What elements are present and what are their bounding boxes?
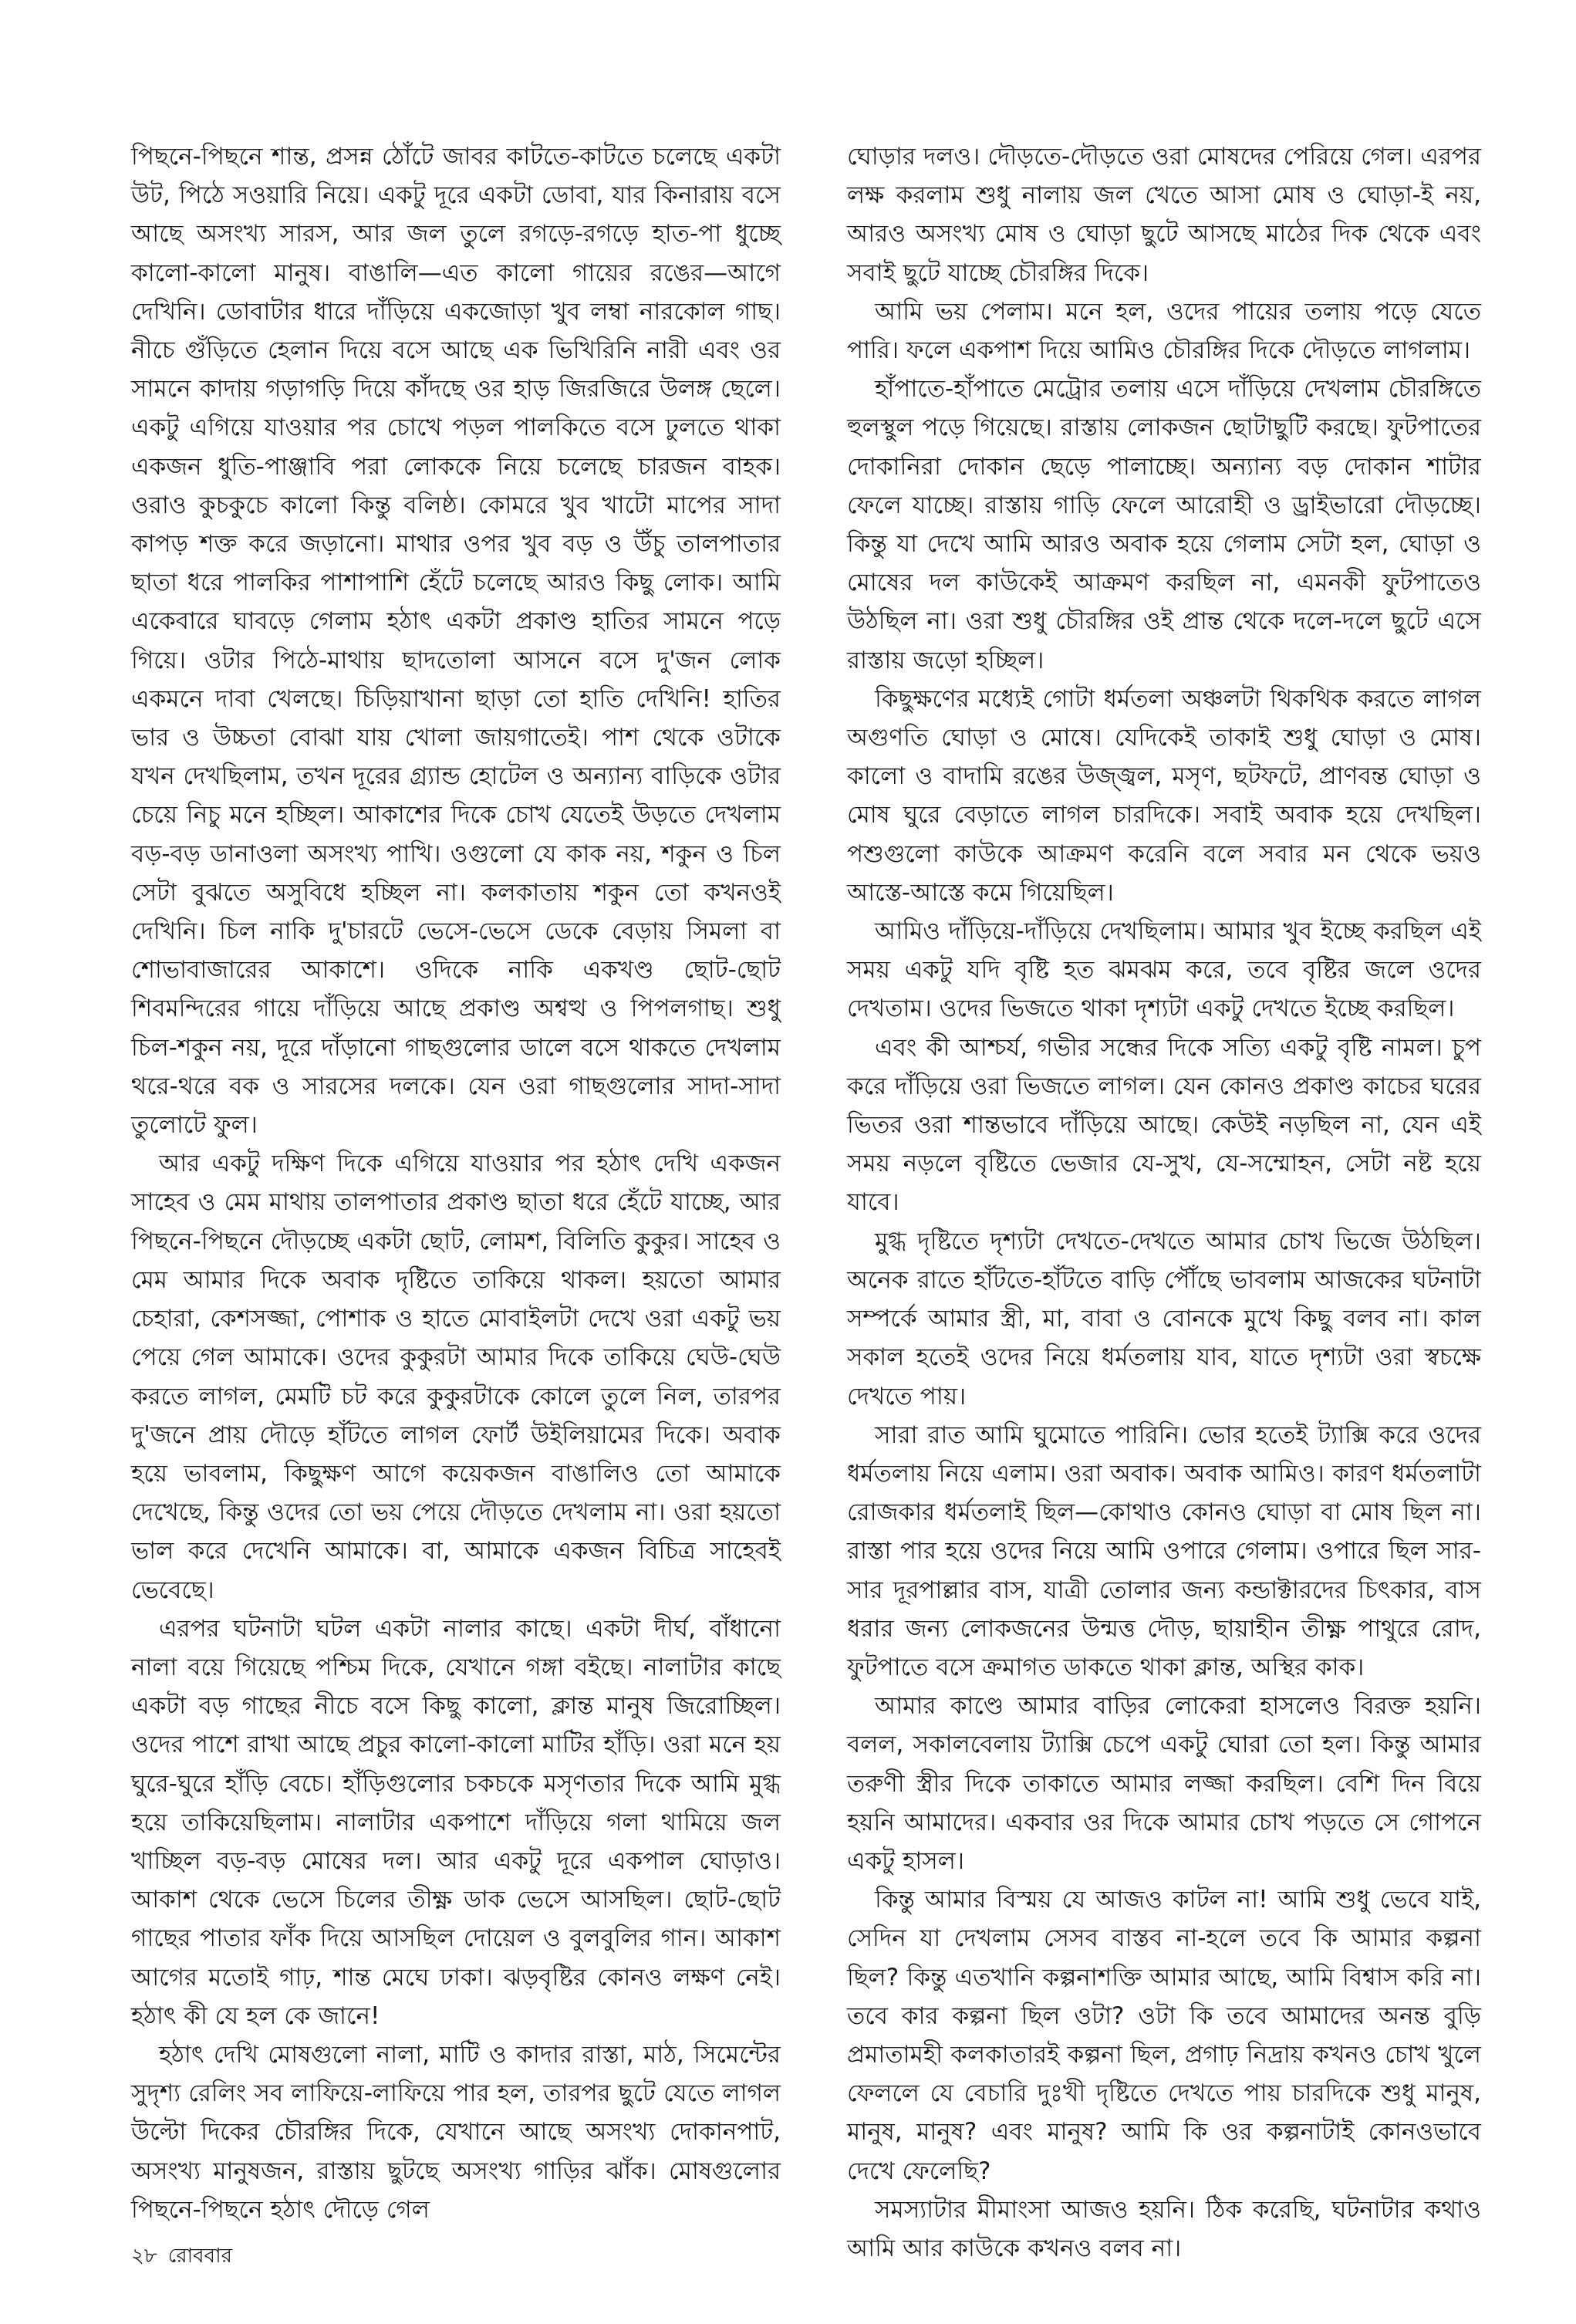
paragraph: মুগ্ধ দৃষ্টিতে দৃশ্যটা দেখতে-দেখতে আমার চোখ ভিজে উঠছিল। অনেক রাতে হাঁটতে-হাঁটতে বাড়ি পৌঁছে ভাবলাম আজকের ঘটনাটা সম্পর্কে আমার স্ত্রী, মা, বাবা ও বোনকে মুখে কিছু বলব না। কাল সকাল হতেই ওদের নিয়ে ধর্মতলায় যাব, যাতে দৃশ্যটা ওরা স্বচক্ষে দেখতে পায়।	[847, 1227, 1481, 1410]
paragraph: ঘোড়ার দলও। দৌড়তে-দৌড়তে ওরা মোষদের পেরিয়ে গেল। এরপর লক্ষ করলাম শুধু নালায় জল খেতে আসা মোষ ও ঘোড়া-ই নয়, আরও অসংখ্য মোষ ও ঘোড়া ছুটে আসছে মাঠের দিক থেকে এবং সবাই ছুটে যাচ্ছে চৌরঙ্গির দিকে।	[847, 143, 1481, 287]
paragraph: সমস্যাটার মীমাংসা আজও হয়নি। ঠিক করেছি, ঘটনাটার কথাও আমি আর কাউকে কখনও বলব না।	[847, 2195, 1481, 2262]
paragraph: আর একটু দক্ষিণ দিকে এগিয়ে যাওয়ার পর হঠাৎ দেখি একজন সাহেব ও মেম মাথায় তালপাতার প্রকাণ্ড ছাতা ধরে হেঁটে যাচ্ছে, আর পিছনে-পিছনে দৌড়চ্ছে একটা ছোট, লোমশ, বিলিতি কুকুর। সাহেব ও মেম আমার দিকে অবাক দৃষ্টিতে তাকিয়ে থাকল। হয়তো আমার চেহারা, কেশসজ্জা, পোশাক ও হাতে মোবাইলটা দেখে ওরা একটু ভয় পেয়ে গেল আমাকে। ওদের কুকুরটা আমার দিকে তাকিয়ে ঘেউ-ঘেউ করতে লাগল, মেমটি চট করে কুকুরটাকে কোলে তুলে নিল, তারপর দু'জনে প্রায় দৌড়ে হাঁটতে লাগল ফোর্ট উইলিয়ামের দিকে। অবাক হয়ে ভাবলাম, কিছুক্ষণ আগে কয়েকজন বাঙালিও তো আমাকে দেখেছে, কিন্তু ওদের তো ভয় পেয়ে দৌড়তে দেখলাম না। ওরা হয়তো ভাল করে দেখেনি আমাকে। বা, আমাকে একজন বিচিত্র সাহেবই ভেবেছে।	[131, 1150, 781, 1604]
paragraph: হঠাৎ দেখি মোষগুলো নালা, মাটি ও কাদার রাস্তা, মাঠ, সিমেন্টের সুদৃশ্য রেলিং সব লাফিয়ে-লাফিয়ে পার হল, তারপর ছুটে যেতে লাগল উল্টো দিকের চৌরঙ্গির দিকে, যেখানে আছে অসংখ্য দোকানপাট, অসংখ্য মানুষজন, রাস্তায় ছুটছে অসংখ্য গাড়ির ঝাঁক। মোষগুলোর পিছনে-পিছনে হঠাৎ দৌড়ে গেল	[131, 2040, 781, 2224]
paragraph: এবং কী আশ্চর্য, গভীর সন্ধের দিকে সত্যি একটু বৃষ্টি নামল। চুপ করে দাঁড়িয়ে ওরা ভিজতে লাগল। যেন কোনও প্রকাণ্ড কাচের ঘরের ভিতর ওরা শান্তভাবে দাঁড়িয়ে আছে। কেউই নড়ছিল না, যেন এই সময় নড়লে বৃষ্টিতে ভেজার যে-সুখ, যে-সম্মোহন, সেটা নষ্ট হয়ে যাবে।	[847, 1033, 1481, 1217]
paragraph: আমিও দাঁড়িয়ে-দাঁড়িয়ে দেখছিলাম। আমার খুব ইচ্ছে করছিল এই সময় একটু যদি বৃষ্টি হত ঝমঝম করে, তবে বৃষ্টির জলে ওদের দেখতাম। ওদের ভিজতে থাকা দৃশ্যটা একটু দেখতে ইচ্ছে করছিল।	[847, 917, 1481, 1023]
page-footer	[131, 2244, 232, 2268]
page-number: ২৮	[131, 2245, 157, 2268]
paragraph: আমি ভয় পেলাম। মনে হল, ওদের পায়ের তলায় পড়ে যেতে পারি। ফলে একপাশ দিয়ে আমিও চৌরঙ্গির দিকে দৌড়তে লাগলাম।	[847, 297, 1481, 365]
paragraph: কিছুক্ষণের মধ্যেই গোটা ধর্মতলা অঞ্চলটা থিকথিক করতে লাগল অগুণতি ঘোড়া ও মোষে। যেদিকেই তাকাই শুধু ঘোড়া ও মোষ। কালো ও বাদামি রঙের উজ্জ্বল, মসৃণ, ছটফটে, প্রাণবন্ত ঘোড়া ও মোষ ঘুরে বেড়াতে লাগল চারদিকে। সবাই অবাক হয়ে দেখছিল। পশুগুলো কাউকে আক্রমণ করেনি বলে সবার মন থেকে ভয়ও আস্তে-আস্তে কমে গিয়েছিল।	[847, 684, 1481, 907]
paragraph: পিছনে-পিছনে শান্ত, প্রসন্ন ঠোঁটে জাবর কাটতে-কাটতে চলেছে একটা উট, পিঠে সওয়ারি নিয়ে। একটু দূরে একটা ডোবা, যার কিনারায় বসে আছে অসংখ্য সারস, আর জল তুলে রগড়ে-রগড়ে হাত-পা ধুচ্ছে কালো-কালো মানুষ। বাঙালি—এত কালো গায়ের রঙের—আগে দেখিনি। ডোবাটার ধারে দাঁড়িয়ে একজোড়া খুব লম্বা নারকোল গাছ। নীচে গুঁড়িতে হেলান দিয়ে বসে আছে এক ভিখিরিনি নারী এবং ওর সামনে কাদায় গড়াগড়ি দিয়ে কাঁদছে ওর হাড় জিরজিরে উলঙ্গ ছেলে। একটু এগিয়ে যাওয়ার পর চোখে পড়ল পালকিতে বসে ঢুলতে থাকা একজন ধুতি-পাঞ্জাবি পরা লোককে নিয়ে চলেছে চারজন বাহক। ওরাও কুচকুচে কালো কিন্তু বলিষ্ঠ। কোমরে খুব খাটো মাপের সাদা কাপড় শক্ত করে জড়ানো। মাথার ওপর খুব বড় ও উঁচু তালপাতার ছাতা ধরে পালকির পাশাপাশি হেঁটে চলেছে আরও কিছু লোক। আমি একেবারে ঘাবড়ে গেলাম হঠাৎ একটা প্রকাণ্ড হাতির সামনে পড়ে গিয়ে। ওটার পিঠে-মাথায় ছাদতোলা আসনে বসে দু'জন লোক একমনে দাবা খেলছে। চিড়িয়াখানা ছাড়া তো হাতি দেখিনি! হাতির ভার ও উচ্চতা বোঝা যায় খোলা জায়গাতেই। পাশ থেকে ওটাকে যখন দেখছিলাম, তখন দূরের গ্র্যান্ড হোটেল ও অন্যান্য বাড়িকে ওটার চেয়ে নিচু মনে হচ্ছিল। আকাশের দিকে চোখ যেতেই উড়তে দেখলাম বড়-বড় ডানাওলা অসংখ্য পাখি। ওগুলো যে কাক নয়, শকুন ও চিল সেটা বুঝতে অসুবিধে হচ্ছিল না। কলকাতায় শকুন তো কখনওই দেখিনি। চিল নাকি দু'চারটে ভেসে-ভেসে ডেকে বেড়ায় সিমলা বা শোভাবাজারের আকাশে। ওদিকে নাকি একখণ্ড ছোট-ছোট শিবমন্দিরের গায়ে দাঁড়িয়ে আছে প্রকাণ্ড অশ্বত্থ ও পিপলগাছ। শুধু চিল-শকুন নয়, দূরে দাঁড়ানো গাছগুলোর ডালে বসে থাকতে দেখলাম থরে-থরে বক ও সারসের দলকে। যেন ওরা গাছগুলোর সাদা-সাদা তুলোটে ফুল।	[131, 143, 781, 1140]
paragraph: কিন্তু আমার বিস্ময় যে আজও কাটল না! আমি শুধু ভেবে যাই, সেদিন যা দেখলাম সেসব বাস্তব না-হলে তবে কি আমার কল্পনা ছিল? কিন্তু এতখানি কল্পনাশক্তি আমার আছে, আমি বিশ্বাস করি না। তবে কার কল্পনা ছিল ওটা? ওটা কি তবে আমাদের অনন্ত বুড়ি প্রমাতামহী কলকাতারই কল্পনা ছিল, প্রগাঢ় নিদ্রায় কখনও চোখ খুলে ফেললে যে বেচারি দুঃখী দৃষ্টিতে দেখতে পায় চারদিকে শুধু মানুষ, মানুষ, মানুষ? এবং মানুষ? আমি কি ওর কল্পনাটাই কোনওভাবে দেখে ফেলেছি?	[847, 1886, 1481, 2185]
paragraph: আমার কাণ্ডে আমার বাড়ির লোকেরা হাসলেও বিরক্ত হয়নি। বলল, সকালবেলায় ট্যাক্সি চেপে একটু ঘোরা তো হল। কিন্তু আমার তরুণী স্ত্রীর দিকে তাকাতে আমার লজ্জা করছিল। বেশি দিন বিয়ে হয়নি আমাদের। একবার ওর দিকে আমার চোখ পড়তে সে গোপনে একটু হাসল।	[847, 1692, 1481, 1875]
paragraph: এরপর ঘটনাটা ঘটল একটা নালার কাছে। একটা দীর্ঘ, বাঁধানো নালা বয়ে গিয়েছে পশ্চিম দিকে, যেখানে গঙ্গা বইছে। নালাটার কাছে একটা বড় গাছের নীচে বসে কিছু কালো, ক্লান্ত মানুষ জিরোচ্ছিল। ওদের পাশে রাখা আছে প্রচুর কালো-কালো মাটির হাঁড়ি। ওরা মনে হয় ঘুরে-ঘুরে হাঁড়ি বেচে। হাঁড়িগুলোর চকচকে মসৃণতার দিকে আমি মুগ্ধ হয়ে তাকিয়েছিলাম। নালাটার একপাশে দাঁড়িয়ে গলা থামিয়ে জল খাচ্ছিল বড়-বড় মোষের দল। আর একটু দূরে একপাল ঘোড়াও। আকাশ থেকে ভেসে চিলের তীক্ষ্ণ ডাক ভেসে আসছিল। ছোট-ছোট গাছের পাতার ফাঁক দিয়ে আসছিল দোয়েল ও বুলবুলির গান। আকাশ আগের মতোই গাঢ়, শান্ত মেঘে ঢাকা। ঝড়বৃষ্টির কোনও লক্ষণ নেই। হঠাৎ কী যে হল কে জানে!	[131, 1614, 781, 2030]
left-column	[131, 137, 781, 2229]
right-column	[847, 137, 1481, 2268]
paragraph: হাঁপাতে-হাঁপাতে মেট্রোর তলায় এসে দাঁড়িয়ে দেখলাম চৌরঙ্গিতে হুলস্থুল পড়ে গিয়েছে। রাস্তায় লোকজন ছোটাছুটি করছে। ফুটপাতের দোকানিরা দোকান ছেড়ে পালাচ্ছে। অন্যান্য বড় দোকান শাটার ফেলে যাচ্ছে। রাস্তায় গাড়ি ফেলে আরোহী ও ড্রাইভারো দৌড়চ্ছে। কিন্তু যা দেখে আমি আরও অবাক হয়ে গেলাম সেটা হল, ঘোড়া ও মোষের দল কাউকেই আক্রমণ করছিল না, এমনকী ফুটপাতেও উঠছিল না। ওরা শুধু চৌরঙ্গির ওই প্রান্ত থেকে দলে-দলে ছুটে এসে রাস্তায় জড়ো হচ্ছিল।	[847, 375, 1481, 674]
paragraph: সারা রাত আমি ঘুমোতে পারিনি। ভোর হতেই ট্যাক্সি করে ওদের ধর্মতলায় নিয়ে এলাম। ওরা অবাক। অবাক আমিও। কারণ ধর্মতলাটা রোজকার ধর্মতলাই ছিল—কোথাও কোনও ঘোড়া বা মোষ ছিল না। রাস্তা পার হয়ে ওদের নিয়ে আমি ওপারে গেলাম। ওপারে ছিল সার-সার দূরপাল্লার বাস, যাত্রী তোলার জন্য কন্ডাক্টারদের চিৎকার, বাস ধরার জন্য লোকজনের উন্মত্ত দৌড়, ছায়াহীন তীক্ষ্ণ পাথুরে রোদ, ফুটপাতে বসে ক্রমাগত ডাকতে থাকা ক্লান্ত, অস্থির কাক।	[847, 1420, 1481, 1681]
magazine-name: রোববার	[167, 2245, 232, 2268]
